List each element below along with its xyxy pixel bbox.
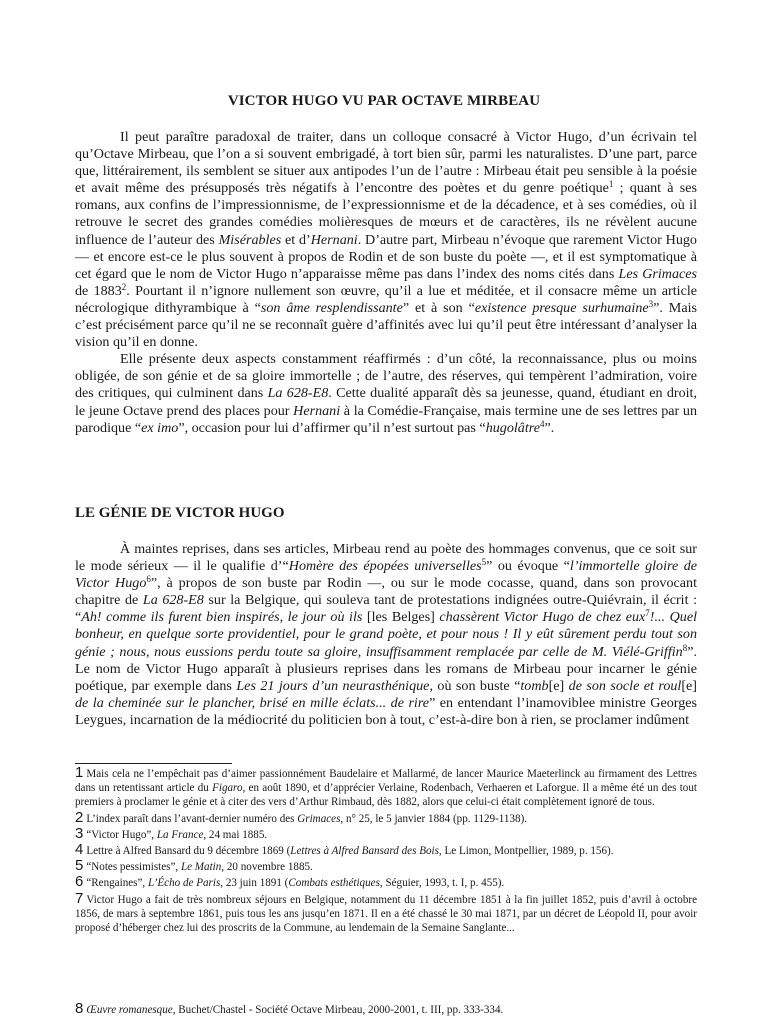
- intro-section: [75, 129, 697, 437]
- footnote-7: 7 Victor Hugo a fait de très nombreux séjours en Belgique, notamment du 11 décembre 1851 à la fin juillet 1852, puis d’avril à octobre 1856, de mars à septembre 1861, puis tous les ans jusqu’en 1871. Il en a été chassé le 30 mai 1871, par un décret de Léopold II, pour avoir proposé d’héberger chez lui des proscrits de la Commune, au lendemain de la Semaine Sanglante...: [75, 889, 697, 935]
- paragraph: Elle présente deux aspects constamment réaffirmés : d’un côté, la reconnaissance, plus ou moins obligée, de son génie et de sa gloire immortelle ; de l’autre, des réserves, qui tempèrent l’admiration, voire des critiques, qui culminent dans La 628-E8. Cette dualité apparaît dès sa jeunesse, quand, étudiant en droit, le jeune Octave prend des places pour Hernani à la Comédie-Française, mais termine une de ses lettres par un parodique “ex imo”, occasion pour lui d’affirmer qu’il n’est surtout pas “hugolâtre$^4$”.: [75, 351, 698, 436]
- footnotes: [75, 766, 697, 936]
- footnote-6: 6 “Rengaines”, L’Écho de Paris, 23 juin 1891 (Combats esthétiques, Séguier, 1993, t. I, p. 455).: [75, 873, 505, 891]
- footnote-3: 3 “Victor Hugo”, La France, 24 mai 1885.: [75, 824, 268, 842]
- section-heading: LE GÉNIE DE VICTOR HUGO: [75, 505, 285, 521]
- footnote-2: 2 L’index paraît dans l’avant-dernier numéro des Grimaces, n° 25, le 5 janvier 1884 (pp. 1129-1138).: [75, 808, 528, 826]
- page-title: VICTOR HUGO VU PAR OCTAVE MIRBEAU: [227, 93, 541, 109]
- footnote-separator: [75, 763, 232, 764]
- footnote-4: 4 Lettre à Alfred Bansard du 9 décembre 1869 (Lettres à Alfred Bansard des Bois, Le Limon, Montpellier, 1989, p. 156).: [75, 841, 614, 859]
- footnote-1: 1 Mais cela ne l’empêchait pas d’aimer passionnément Baudelaire et Mallarmé, de lancer Maurice Maeterlinck au firmament des Lettres dans un retentissant article du Figaro, en août 1890, et d’apprécier Verlaine, Rodenbach, Verhaeren et Laforgue. Il a même été un des tout premiers à proclamer le génie et à citer des vers d’Arthur Rimbaud, dès 1882, alors que celui-ci était complètement ignoré de tous.: [75, 764, 697, 809]
- footnote-8: 8 Œuvre romanesque, Buchet/Chastel - Société Octave Mirbeau, 2000-2001, t. III, pp. 333-334.: [75, 1000, 504, 1017]
- footnote-5: 5 “Notes pessimistes”, Le Matin, 20 novembre 1885.: [75, 857, 313, 875]
- paragraph: À maintes reprises, dans ses articles, Mirbeau rend au poète des hommages convenus, que ce soit sur le mode sérieux — il le qualifie d’“Homère des épopées universelles$^5$” ou évoque “l’immortelle gloire de Victor Hugo$^6$”, à propos de son buste par Rodin —, ou sur le mode cocasse, quand, dans son provocant chapitre de La 628-E8 sur la Belgique, qui souleva tant de protestations indignées outre-Quiévrain, il écrit : “Ah! comme ils furent bien inspirés, le jour où ils [les Belges] chassèrent Victor Hugo de chez eux$^7$!... Quel bonheur, en quelque sorte providentiel, pour le grand poète, et pour nous ! Il y eût sûrement perdu tout son génie ; nous, nous eussions perdu toute sa gloire, insuffisamment remplacée par celle de M. Viélé-Griffin$^8$”. Le nom de Victor Hugo apparaît à plusieurs reprises dans les romans de Mirbeau pour incarner le génie poétique, par exemple dans Les 21 jours d’un neurasthénique, où son buste “tomb[e] de son socle et roul[e] de la cheminée sur le plancher, brisé en mille éclats... de rire” en entendant l’inamoviblee ministre Georges Leygues, incarnation de la médiocrité du politicien bon à tout, c’est-à-dire bon à rien, se proclamer indûment: [75, 541, 698, 728]
- paragraph: Il peut paraître paradoxal de traiter, dans un colloque consacré à Victor Hugo, d’un écrivain tel qu’Octave Mirbeau, que l’on a si souvent embrigadé, à tort bien sûr, parmi les naturalistes. D’une part, parce que, littérairement, ils semblent se situer aux antipodes l’un de l’autre : Mirbeau était peu sensible à la poésie et avait même des présupposés très négatifs à l’encontre des poètes et du genre poétique$^1$ ; quant à ses romans, aux confins de l’impressionnisme, de l’expressionnisme et de la décadence, et à ses comédies, où il retrouve le secret des grandes comédies molièresques de mœurs et de caractères, ils ne révèlent aucune influence de l’auteur des Misérables et d’Hernani. D’autre part, Mirbeau n’évoque que rarement Victor Hugo — et encore est-ce le plus souvent à propos de Rodin et de son buste du poète —, et il est symptomatique à cet égard que le nom de Victor Hugo n’apparaisse même pas dans l’index des noms cités dans Les Grimaces de 1883$^2$. Pourtant il n’ignore nullement son œuvre, qu’il a lue et méditée, et il consacre même un article nécrologique dithyrambique à “son âme resplendissante” et à son “existence presque surhumaine$^3$”. Mais c’est précisément parce qu’il ne se reconnaît guère d’affinités avec lui qu’il peut être intéressant d’analyser la vision qu’il en donne.: [75, 129, 698, 351]
- genie-section: [75, 541, 697, 729]
